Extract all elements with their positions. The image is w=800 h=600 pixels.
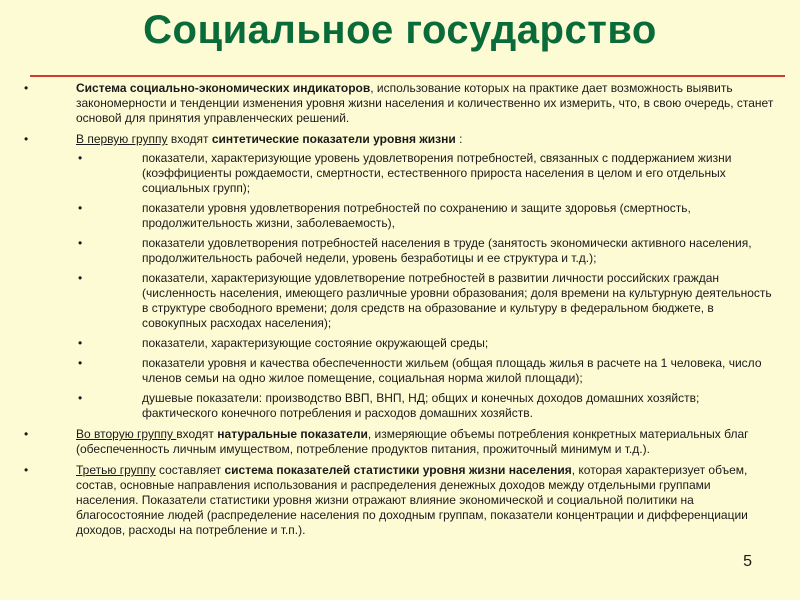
sub-item-text: душевые показатели: производство ВВП, ВНП, НД; общих и конечных доходов домашних хозяйств; фактического конечного потребления и расходов домашних хозяйств. [142,391,700,420]
indicators-lead: Система социально-экономических индикаторов [76,81,371,95]
bullet: • [24,81,29,95]
group-3-bold: система показателей статистики уровня жизни населения [224,463,572,477]
bullet: • [78,201,83,215]
group-3-mid: составляет [155,463,225,477]
page-title: Социальное государство [143,8,657,52]
sub-item [76,271,776,331]
bullet: • [78,271,83,285]
group-1-bold: синтетические показатели уровня жизни [211,132,456,146]
sub-item-text: показатели, характеризующие уровень удовлетворения потребностей, связанных с поддержанием жизни (коэффициенты рождаемости, смертности, естественного прироста населения в целом и его отдельных социальных групп); [142,151,732,195]
bullet: • [78,336,83,350]
sub-item-text: показатели уровня удовлетворения потребностей по сохранению и защите здоровья (смертность, продолжительность жизни, заболеваемость), [142,201,691,230]
sub-item-text: показатели, характеризующие удовлетворение потребностей в развитии личности российских граждан (численность населения, имеющего различные уровни образования; доля времени на культурную деятельность в структуре свободного времени; доля средств на образование и культуру в федеральном бюджете, в совокупных расходах населения); [142,271,772,330]
list-item-group-1 [24,132,776,421]
title-divider [30,75,785,77]
group-2-end: , измеряющие объемы потребления конкретных материальных благ (обеспеченность личным имуществом, потребление продуктов питания, прожиточный минимум и т.д.). [76,427,749,456]
bullet: • [78,236,83,250]
list-item-group-2 [24,427,776,457]
group-1-label: В первую группу [76,132,168,146]
sub-item [76,236,776,266]
sub-item-text: показатели, характеризующие состояние окружающей среды; [142,336,489,350]
sub-item [76,391,776,421]
list-item-group-3 [24,463,776,538]
page-number: 5 [743,553,752,570]
bullet: • [24,132,29,146]
bullet: • [24,427,29,441]
list-item-indicators [24,81,776,126]
group-2-bold: натуральные показатели [217,427,368,441]
sub-item-text: показатели удовлетворения потребностей населения в труде (занятость экономически активного населения, продолжительность рабочей недели, уровень безработицы и ее структура и т.д.); [142,236,752,265]
sub-item-text: показатели уровня и качества обеспеченности жильем (общая площадь жилья в расчете на 1 человека, число членов семьи на одно жилое помещение, социальная норма жилой площади); [142,356,762,385]
slide-content [24,81,776,544]
group-1-mid: входят [167,132,212,146]
main-list [24,81,776,538]
group-2-label: Во вторую группу [76,427,177,441]
sub-item [76,336,776,351]
bullet: • [78,356,83,370]
group-3-label: Третью группу [76,463,156,477]
sub-item [76,151,776,196]
group-1-end: : [455,132,463,146]
sub-item [76,201,776,231]
group-1-sublist [76,151,776,421]
indicators-text: , использование которых на практике дает возможность выявить закономерности и тенденции изменения уровня жизни населения и количественно их измерить, что, в свою очередь, станет основой для принятия управленческих решений. [76,81,774,125]
bullet: • [24,463,29,477]
bullet: • [78,151,83,165]
group-3-end: , которая характеризует объем, состав, основные направления использования и распределения денежных доходов между отдельными группами населения. Показатели статистики уровня жизни отражают влияние экономической и социальной политики на благосостояние людей (распределение населения по доходным группам, показатели концентрации и дифференциации доходов, расходы на потребление и т.п.). [76,463,748,537]
bullet: • [78,391,83,405]
sub-item [76,356,776,386]
group-2-mid: входят [176,427,218,441]
